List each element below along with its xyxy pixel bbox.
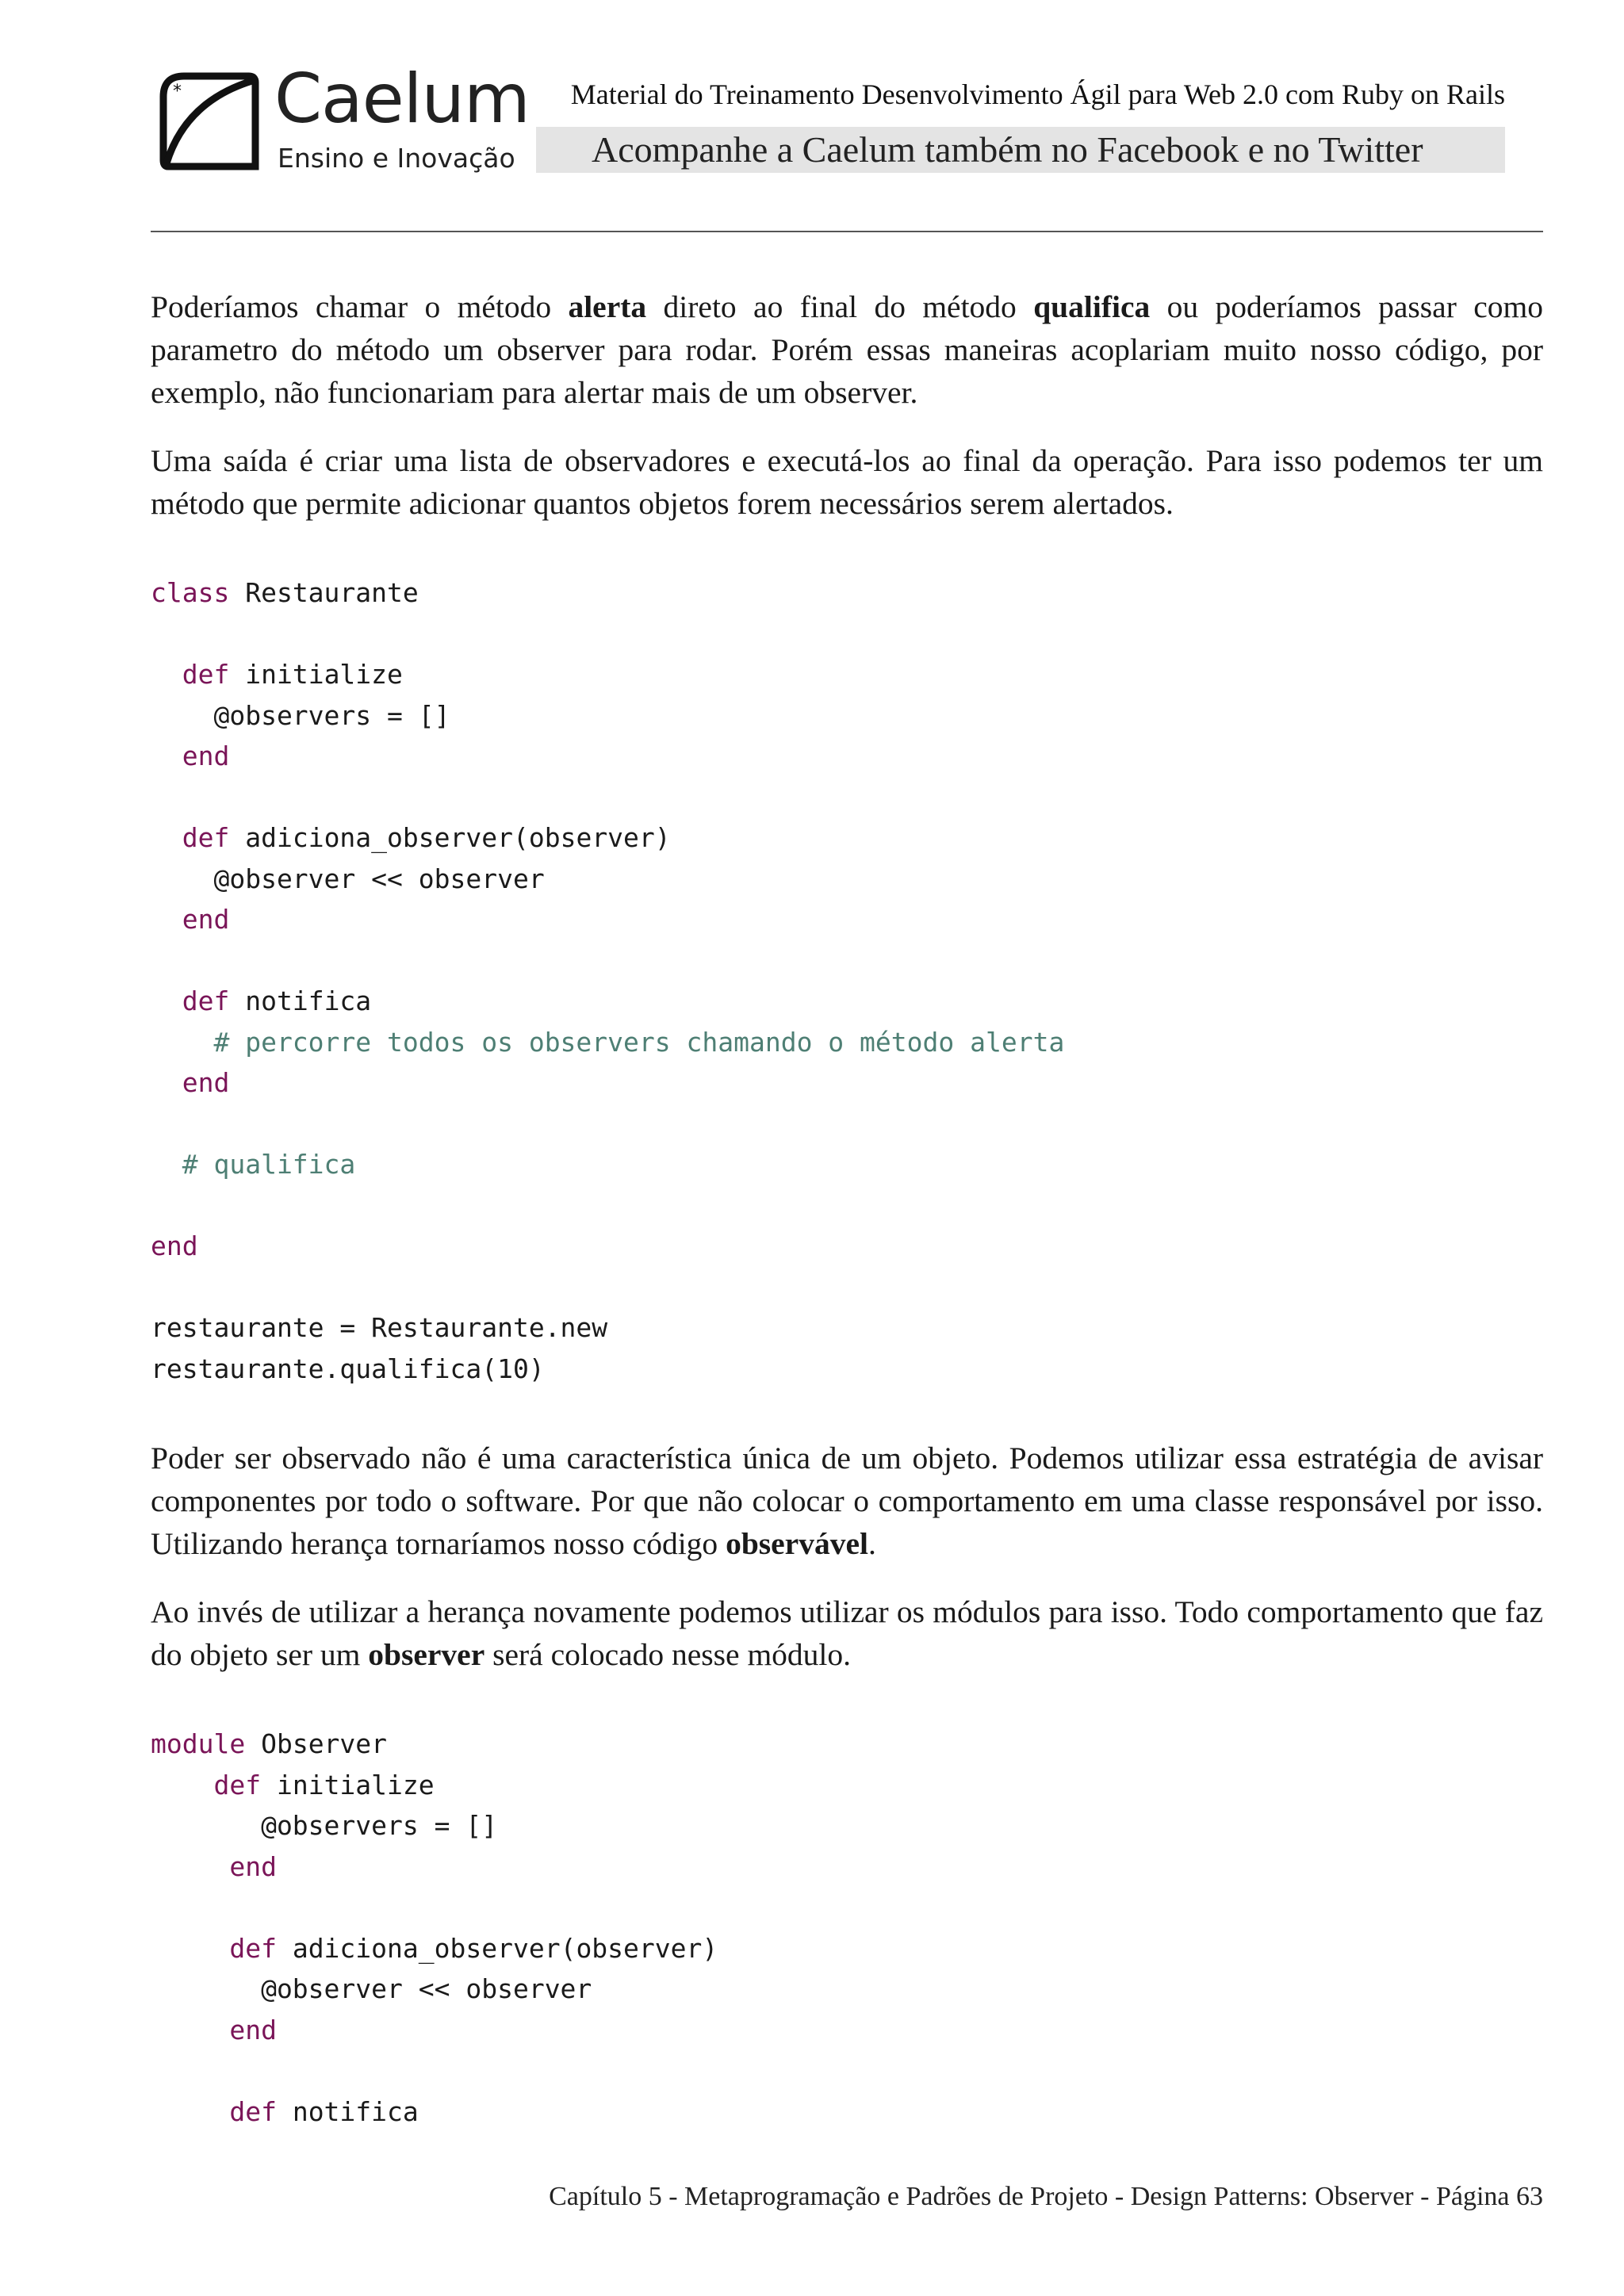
code-blank-line [151, 777, 1543, 818]
bold-alerta: alerta [568, 289, 647, 324]
bold-observavel: observável [726, 1526, 868, 1561]
code-keyword: def [182, 822, 230, 853]
page-header [0, 0, 1624, 238]
code-line [151, 1062, 1543, 1104]
code-keyword: end [229, 1850, 277, 1882]
code-line [151, 817, 1543, 859]
code-line [151, 1226, 1543, 1267]
code-indent [151, 985, 182, 1016]
code-indent [151, 1067, 182, 1098]
paragraph-1-text-2: direto ao final do método [646, 289, 1034, 324]
page-content [151, 285, 1543, 2132]
logo-name: Caelum [274, 59, 530, 139]
paragraph-3-text-1: Poder ser observado não é uma característica única de um objeto. Podemos utilizar essa estratégia de avisar componentes por todo o software. Por que não colocar o comportamento em uma classe responsável por isso. Utilizando herança tornaríamos nosso código [151, 1441, 1543, 1561]
code-line [151, 654, 1543, 695]
code-keyword: def [213, 1769, 262, 1800]
code-indent [151, 2015, 229, 2045]
code-text: notifica [229, 985, 372, 1016]
code-indent [151, 1933, 229, 1964]
code-line [151, 2091, 1543, 2133]
code-line: @observer << observer [151, 863, 545, 894]
code-line [151, 1765, 1543, 1806]
code-line: @observer << observer [151, 1973, 592, 2004]
code-keyword: def [229, 2095, 277, 2127]
paragraph-3 [151, 1437, 1543, 1565]
code-indent [151, 740, 182, 771]
paragraph-4-text-2: será colocado nesse módulo. [485, 1637, 852, 1672]
code-comment: # qualifica [151, 1149, 356, 1180]
code-line [151, 981, 1543, 1022]
code-text: initialize [261, 1769, 435, 1800]
code-text: adiciona_observer(observer) [229, 822, 671, 853]
paragraph-2-text: Uma saída é criar uma lista de observadores e executá-los ao final da operação. Para isso podemos ter um método que permite adicionar quantos objetos forem necessários serem alertados. [151, 443, 1543, 521]
caelum-logo-icon [157, 70, 260, 173]
paragraph-4-text-1: Ao invés de utilizar a herança novamente podemos utilizar os módulos para isso. Todo comportamento que faz do objeto ser um [151, 1594, 1543, 1672]
code-line [151, 736, 1543, 777]
paragraph-1-text-1: Poderíamos chamar o método [151, 289, 569, 324]
code-text: Restaurante [229, 577, 419, 608]
page-footer: Capítulo 5 - Metaprogramação e Padrões de Projeto - Design Patterns: Observer - Página 63 [549, 2182, 1543, 2211]
code-block-observer-module [151, 1724, 1543, 2132]
caelum-logo [157, 59, 530, 179]
code-blank-line [151, 1104, 1543, 1145]
header-divider [151, 231, 1543, 232]
code-indent [151, 1851, 229, 1882]
code-keyword: end [151, 1230, 198, 1261]
code-keyword: module [151, 1728, 246, 1759]
code-indent [151, 659, 182, 690]
paragraph-3-text-2: . [868, 1526, 876, 1561]
code-text: initialize [229, 659, 403, 690]
code-keyword: def [182, 985, 230, 1016]
code-keyword: def [229, 1932, 277, 1964]
code-line [151, 572, 1543, 614]
code-keyword: end [229, 2014, 277, 2045]
svg-text:*: * [173, 82, 182, 101]
code-text: notifica [276, 2095, 419, 2127]
code-indent [151, 2096, 229, 2127]
logo-tagline: Ensino e Inovação [278, 143, 515, 174]
code-text: adiciona_observer(observer) [276, 1932, 718, 1964]
code-line [151, 1724, 1543, 1765]
bold-qualifica: qualifica [1033, 289, 1151, 324]
code-line [151, 1928, 1543, 1969]
code-block-restaurante [151, 572, 1543, 1389]
code-blank-line [151, 1887, 1543, 1928]
code-keyword: end [182, 740, 230, 771]
social-banner: Acompanhe a Caelum também no Facebook e no Twitter [536, 127, 1505, 173]
paragraph-2 [151, 439, 1543, 525]
paragraph-1 [151, 285, 1543, 414]
code-keyword: class [151, 577, 230, 608]
code-blank-line [151, 1185, 1543, 1226]
code-line: restaurante = Restaurante.new [151, 1312, 608, 1343]
code-keyword: end [182, 1067, 230, 1098]
code-indent [151, 904, 182, 935]
code-text: Observer [245, 1728, 388, 1759]
code-line [151, 899, 1543, 940]
code-indent [151, 822, 182, 853]
code-blank-line [151, 614, 1543, 655]
code-blank-line [151, 940, 1543, 982]
code-keyword: end [182, 904, 230, 935]
code-line [151, 2010, 1543, 2051]
code-line [151, 1846, 1543, 1888]
code-comment: # percorre todos os observers chamando o método alerta [151, 1026, 1065, 1058]
code-blank-line [151, 2050, 1543, 2091]
code-indent [151, 1770, 213, 1800]
code-blank-line [151, 1267, 1543, 1308]
paragraph-4 [151, 1590, 1543, 1676]
code-line: @observers = [] [151, 699, 450, 731]
training-title: Material do Treinamento Desenvolvimento Ágil para Web 2.0 com Ruby on Rails [570, 78, 1505, 110]
bold-observer: observer [368, 1637, 485, 1672]
code-line: restaurante.qualifica(10) [151, 1353, 545, 1384]
paragraph-1-text-3: ou poderíamos passar como parametro do método um observer para rodar. Porém essas maneiras acoplariam muito nosso código, por exemplo, não funcionariam para alertar mais de um observer. [151, 289, 1543, 410]
code-line: @observers = [] [151, 1810, 498, 1841]
code-keyword: def [182, 659, 230, 690]
